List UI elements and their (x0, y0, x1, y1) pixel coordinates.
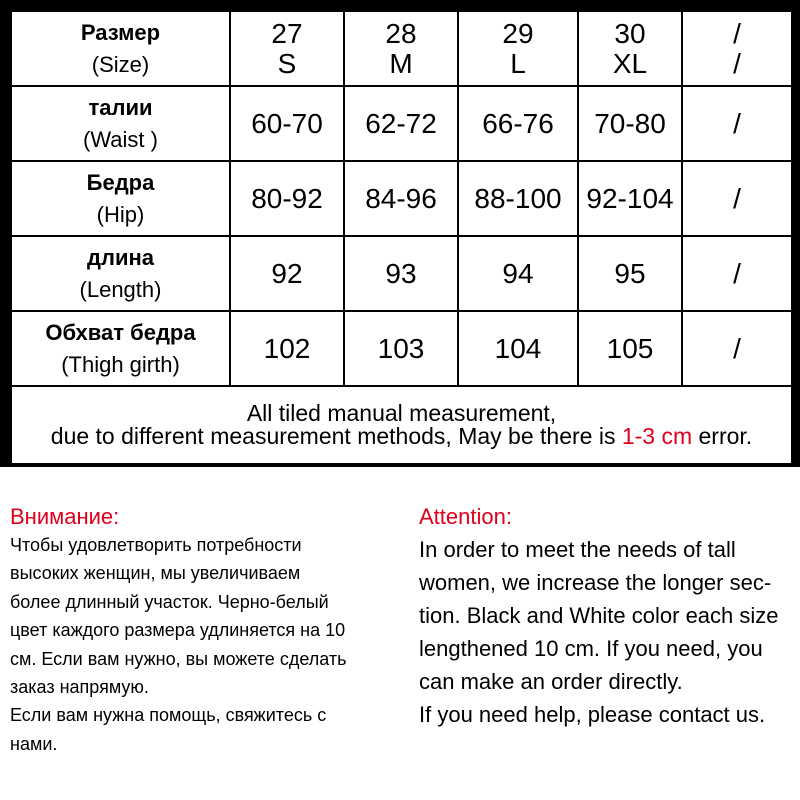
size-column-30 (578, 11, 682, 86)
table-cell: 104 (458, 311, 578, 386)
table-cell: 80-92 (230, 161, 344, 236)
table-cell: 92-104 (578, 161, 682, 236)
size-number: 27 (271, 17, 303, 49)
size-number: / (733, 17, 741, 49)
ru-line: цвет каждого размера удлиняется на 10 (10, 620, 346, 641)
row-label-ru: Обхват бедра (45, 319, 196, 345)
attention-en-title: Attention: (419, 504, 512, 529)
ru-line: Чтобы удовлетворить потребности (10, 535, 302, 555)
table-cell: / (682, 236, 792, 311)
size-header-row (11, 11, 792, 86)
row-label-en: (Waist ) (83, 126, 158, 152)
table-cell: 84-96 (344, 161, 458, 236)
en-line: If you need help, please contact us. (419, 702, 766, 727)
attention-en-block (419, 505, 794, 731)
table-cell: 70-80 (578, 86, 682, 161)
attention-ru-text (10, 531, 395, 758)
en-line: In order to meet the needs of tall (419, 537, 736, 562)
row-label-cell (11, 236, 230, 311)
row-label-cell (11, 86, 230, 161)
size-letter: M (389, 47, 413, 79)
table-cell: 93 (344, 236, 458, 311)
ru-line: заказ напрямую. (10, 677, 149, 698)
en-line: lengthened 10 cm. If you need, you (419, 636, 763, 661)
table-cell: 94 (458, 236, 578, 311)
note-line-2 (12, 425, 791, 448)
row-label-ru: длина (87, 244, 154, 270)
ru-line: см. Если вам нужно, вы можете сделать (10, 648, 347, 669)
size-column-29 (458, 11, 578, 86)
en-line: women, we increase the longer sec- (419, 570, 772, 595)
table-cell: 60-70 (230, 86, 344, 161)
table-cell: 92 (230, 236, 344, 311)
thigh-row (11, 311, 792, 386)
size-letter: L (510, 47, 526, 79)
size-letter: / (733, 47, 741, 79)
size-number: 28 (385, 17, 417, 49)
table-cell: 102 (230, 311, 344, 386)
row-label-en: (Length) (79, 276, 162, 302)
table-cell: 88-100 (458, 161, 578, 236)
table-cell: / (682, 311, 792, 386)
measurement-note-row (11, 386, 792, 464)
row-label-en: (Hip) (96, 201, 145, 227)
en-line: can make an order directly. (419, 669, 683, 694)
size-column-empty (682, 11, 792, 86)
table-cell: / (682, 86, 792, 161)
size-label-ru: Размер (80, 19, 161, 45)
en-line: tion. Black and White color each size (419, 603, 779, 628)
note-prefix: due to different measurement methods, May be there is (50, 423, 622, 449)
table-cell: 103 (344, 311, 458, 386)
note-suffix: error. (692, 423, 753, 449)
attention-en-text (419, 533, 794, 731)
hip-row (11, 161, 792, 236)
size-number: 29 (502, 17, 534, 49)
size-letter: S (277, 47, 297, 79)
size-letter: XL (612, 47, 648, 79)
table-cell: 95 (578, 236, 682, 311)
ru-line: высоких женщин, мы увеличиваем (10, 563, 301, 584)
size-number: 30 (614, 17, 646, 49)
table-cell: 105 (578, 311, 682, 386)
size-header-cell (11, 11, 230, 86)
row-label-en: (Thigh girth) (61, 351, 180, 377)
table-cell: / (682, 161, 792, 236)
row-label-ru: талии (88, 94, 153, 120)
row-label-cell (11, 311, 230, 386)
ru-line: более длинный участок. Черно-белый (10, 591, 329, 612)
attention-ru-block (10, 505, 395, 758)
attention-ru-title: Внимание: (10, 504, 120, 529)
length-row (11, 236, 792, 311)
ru-line: Если вам нужна помощь, свяжитесь с (10, 705, 327, 726)
row-label-ru: Бедра (86, 169, 155, 195)
ru-line: нами. (10, 733, 58, 754)
waist-row (11, 86, 792, 161)
row-label-cell (11, 161, 230, 236)
table-cell: 66-76 (458, 86, 578, 161)
note-line-1: All tiled manual measurement, (246, 400, 557, 426)
note-error-range: 1-3 cm (621, 423, 693, 449)
size-label-en: (Size) (91, 51, 150, 77)
size-column-28 (344, 11, 458, 86)
size-column-27 (230, 11, 344, 86)
table-cell: 62-72 (344, 86, 458, 161)
measurement-note (11, 386, 792, 464)
size-chart-table (10, 10, 793, 465)
